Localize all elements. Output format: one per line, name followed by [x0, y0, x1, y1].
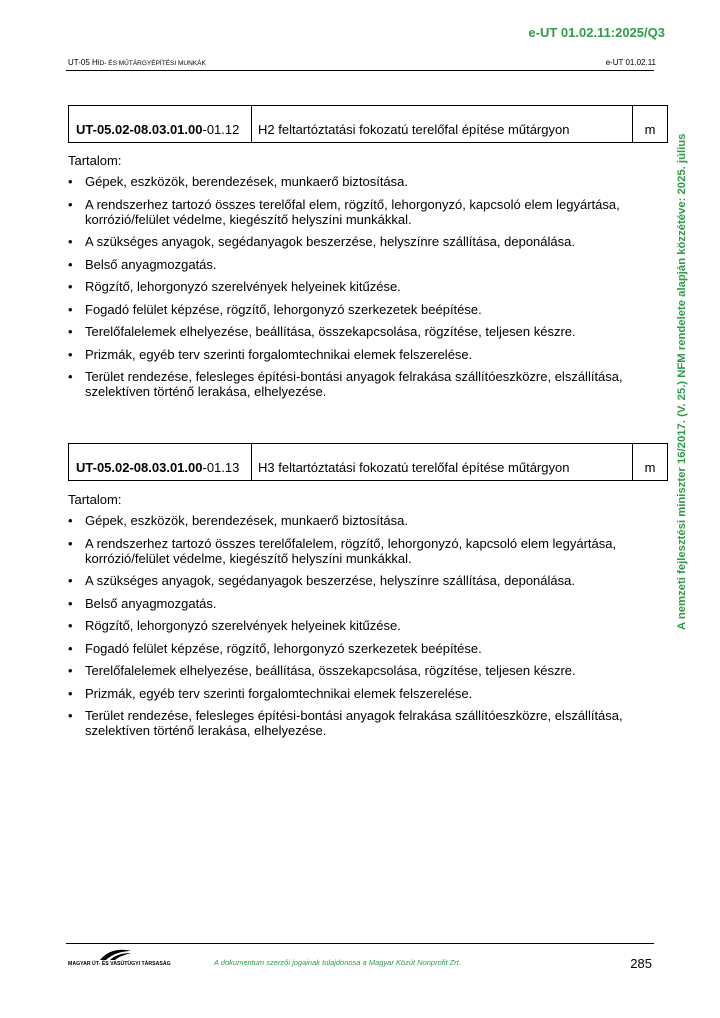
item-code-cell	[69, 444, 252, 480]
item-table-1	[68, 105, 668, 143]
item-title: H3 feltartóztatási fokozatú terelőfal építése műtárgyon	[252, 444, 633, 480]
item-code-bold: UT-05.02-08.03.01.00	[76, 122, 203, 137]
header-right: e-UT 01.02.11	[605, 58, 656, 67]
list-item: • Prizmák, egyéb terv szerinti forgalomtechnikai elemek felszerelése.	[68, 686, 628, 701]
list-item: • Gépek, eszközök, berendezések, munkaerő biztosítása.	[68, 174, 628, 189]
header-left	[68, 58, 206, 67]
section-content-1	[68, 153, 628, 407]
road-logo-icon	[98, 948, 132, 962]
list-item: • Terelőfalelemek elhelyezése, beállítása, összekapcsolása, rögzítése, teljesen készre.	[68, 663, 628, 678]
item-table-2	[68, 443, 668, 481]
list-item: • Fogadó felület képzése, rögzítő, lehorgonyzó szerkezetek beépítése.	[68, 302, 628, 317]
item-unit: m	[644, 122, 656, 137]
list-item: • Terelőfalelemek elhelyezése, beállítása, összekapcsolása, rögzítése, teljesen készre.	[68, 324, 628, 339]
list-item: • Belső anyagmozgatás.	[68, 596, 628, 611]
list-item: • Terület rendezése, felesleges építési-bontási anyagok felrakása szállítóeszközre, elszállítása, szelektíven történő lerakása, elhelyezése.	[68, 708, 628, 738]
list-item: • Terület rendezése, felesleges építési-bontási anyagok felrakása szállítóeszközre, elszállítása, szelektíven történő lerakása, elhelyezése.	[68, 369, 628, 399]
content-label: Tartalom:	[68, 153, 122, 168]
list-item: • Rögzítő, lehorgonyzó szerelvények helyeinek kitűzése.	[68, 618, 628, 633]
list-item: • Fogadó felület képzése, rögzítő, lehorgonyzó szerkezetek beépítése.	[68, 641, 628, 656]
item-unit: m	[644, 460, 656, 475]
content-label: Tartalom:	[68, 492, 122, 507]
footer-copyright: A dokumentum szerzői jogainak tulajdonosa a Magyar Közút Nonprofit Zrt.	[214, 958, 461, 967]
list-item: • A szükséges anyagok, segédanyagok beszerzése, helyszínre szállítása, deponálása.	[68, 573, 628, 588]
item-code-cell	[69, 106, 252, 142]
content-list	[68, 513, 628, 738]
item-code-bold: UT-05.02-08.03.01.00	[76, 460, 203, 475]
doc-code: e-UT 01.02.11:2025/Q3	[528, 25, 665, 40]
header-left-prefix: UT-05 H	[68, 58, 98, 67]
footer-rule	[66, 943, 654, 944]
item-title: H2 feltartóztatási fokozatú terelőfal építése műtárgyon	[252, 106, 633, 142]
header-left-smallcaps: ÍD- ÉS MŰTÁRGYÉPÍTÉSI MUNKÁK	[97, 60, 206, 67]
side-note: A nemzeti fejlesztési miniszter 16/2017. (V. 25.) NFM rendelete alapján közzétéve: 2025. július	[676, 133, 688, 630]
list-item: • Belső anyagmozgatás.	[68, 257, 628, 272]
footer-logo	[68, 948, 171, 970]
item-code-suffix: -01.13	[202, 460, 240, 475]
section-content-2	[68, 492, 628, 746]
footer-logo-text: MAGYAR ÚT- ÉS VASÚTÜGYI TÁRSASÁG	[68, 961, 171, 967]
item-code-suffix: -01.12	[202, 122, 240, 137]
list-item: • Prizmák, egyéb terv szerinti forgalomtechnikai elemek felszerelése.	[68, 347, 628, 362]
list-item: • A rendszerhez tartozó összes terelőfalelem, rögzítő, lehorgonyzó, kapcsoló elem legyártása, korrózió/felület védelme, kiegészítő helyszíni munkákkal.	[68, 536, 628, 566]
list-item: • A szükséges anyagok, segédanyagok beszerzése, helyszínre szállítása, deponálása.	[68, 234, 628, 249]
page-number: 285	[630, 956, 652, 971]
header-rule	[66, 70, 654, 71]
list-item: • A rendszerhez tartozó összes terelőfal elem, rögzítő, lehorgonyzó, kapcsoló elem legyártása, korrózió/felület védelme, kiegészítő helyszíni munkákkal.	[68, 197, 628, 227]
list-item: • Gépek, eszközök, berendezések, munkaerő biztosítása.	[68, 513, 628, 528]
list-item: • Rögzítő, lehorgonyzó szerelvények helyeinek kitűzése.	[68, 279, 628, 294]
content-list	[68, 174, 628, 399]
